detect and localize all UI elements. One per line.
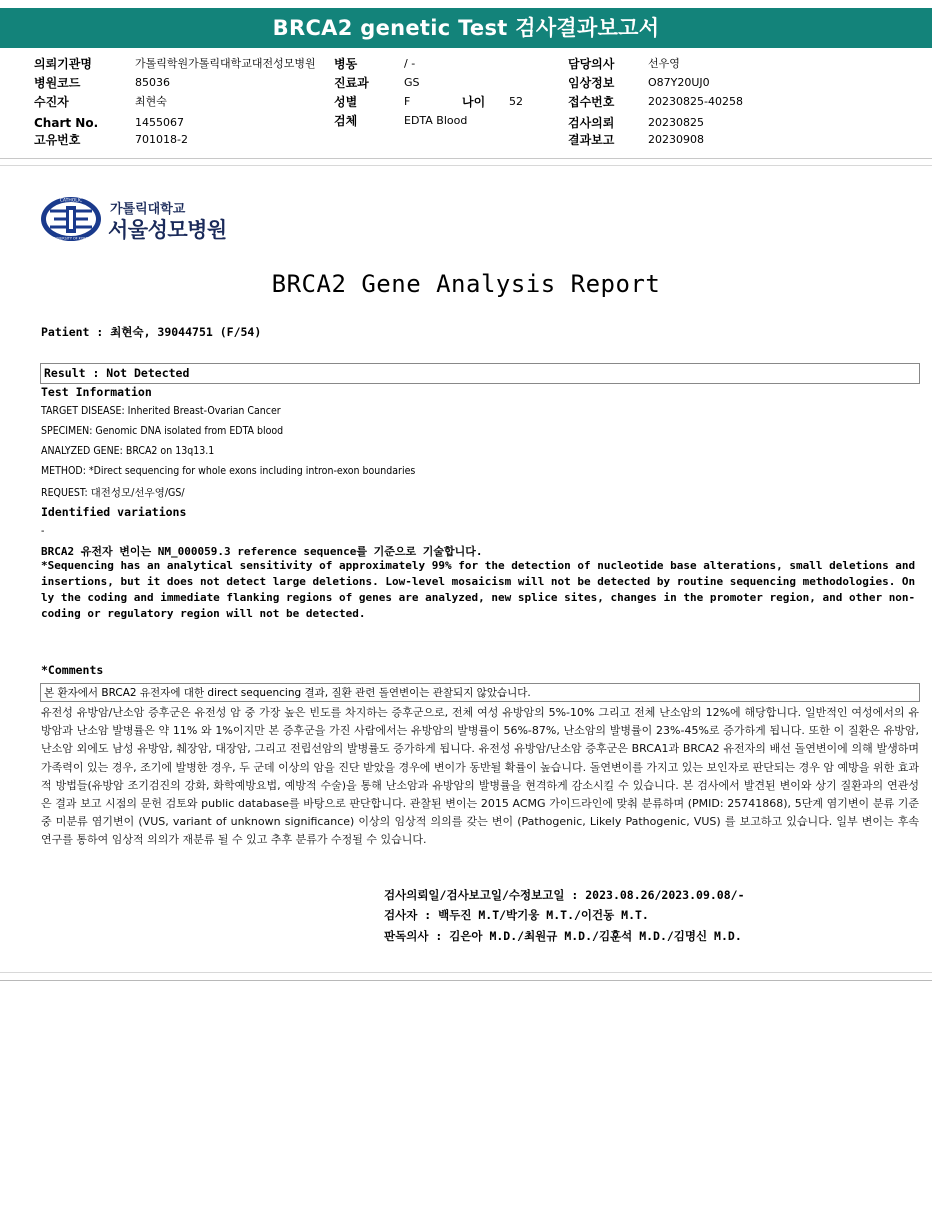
doctor-value: 선우영 — [648, 57, 680, 70]
report-date-label: 결과보고 — [568, 133, 615, 147]
doctor-label: 담당의사 — [568, 57, 615, 71]
dates-line: 검사의뢰일/검사보고일/수정보고일 : 2023.08.26/2023.09.08/- — [384, 888, 745, 902]
variations-value: - — [41, 525, 45, 537]
patient-label: 수진자 — [34, 95, 69, 109]
request-date-label: 검사의뢰 — [568, 116, 615, 130]
hospital-logo — [40, 196, 102, 246]
chart-value: 1455067 — [135, 116, 184, 129]
department-value: GS — [404, 76, 420, 89]
sex-value: F — [404, 95, 411, 108]
variations-heading: Identified variations — [41, 505, 187, 519]
footer-divider — [0, 972, 932, 973]
reception-value: 20230825-40258 — [648, 95, 743, 108]
testers-line: 검사자 : 백두진 M.T/박기웅 M.T./이건동 M.T. — [384, 908, 649, 922]
logo-university-name: 가톨릭대학교 — [110, 202, 186, 217]
comment-box-text: 본 환자에서 BRCA2 유전자에 대한 direct sequencing 결과, 질환 관련 돌연변이는 관찰되지 않았습니다. — [44, 687, 531, 699]
hospital-code-label: 병원코드 — [34, 76, 81, 90]
comments-heading: *Comments — [41, 663, 104, 677]
request-date-value: 20230825 — [648, 116, 704, 129]
ward-label: 병동 — [334, 57, 358, 71]
patient-value: 최현숙 — [135, 95, 167, 108]
institution-value: 가톨릭학원가톨릭대학교대전성모병원 — [135, 57, 316, 70]
logo-ring-bottom-text: UNIVERSITY OF KOREA — [51, 236, 91, 241]
reception-label: 접수번호 — [568, 95, 615, 109]
patient-line: Patient : 최현숙, 39044751 (F/54) — [41, 325, 262, 339]
specimen-value: EDTA Blood — [404, 114, 468, 127]
unique-value: 701018-2 — [135, 133, 188, 146]
age-value: 52 — [509, 95, 523, 108]
clinical-info-label: 임상정보 — [568, 76, 615, 90]
institution-label: 의뢰기관명 — [34, 57, 92, 71]
hospital-emblem-icon — [40, 196, 102, 242]
target-disease: TARGET DISEASE: Inherited Breast-Ovarian Cancer — [41, 405, 281, 417]
footer-divider-2 — [0, 980, 932, 981]
test-info-heading: Test Information — [41, 385, 152, 399]
header-divider-2 — [0, 165, 932, 166]
result-text: Result : Not Detected — [44, 366, 190, 380]
sex-label: 성별 — [334, 95, 358, 109]
clinical-info-value: O87Y20UJ0 — [648, 76, 710, 89]
result-box — [40, 363, 920, 384]
request-info: REQUEST: 대전성모/선우영/GS/ — [41, 487, 185, 499]
readers-line: 판독의사 : 김은아 M.D./최원규 M.D./김훈석 M.D./김명신 M.D. — [384, 929, 742, 943]
report-title: BRCA2 Gene Analysis Report — [271, 270, 661, 298]
specimen-label: 검체 — [334, 114, 358, 128]
sensitivity-note: *Sequencing has an analytical sensitivity of approximately 99% for the detection of nucleotide base alterations, small deletions and insertions, but it does not detect large deletions. Low-level mosaicism will not be detected by routine sequencing methodologies. Only the coding and immediate flanking regions of genes are analyzed, new splice sites, changes in the promoter region, and other non-coding or regulatory region will not be detected. — [41, 559, 916, 620]
report-title-bar: BRCA2 genetic Test 검사결과보고서 — [0, 8, 932, 48]
analyzed-gene: ANALYZED GENE: BRCA2 on 13q13.1 — [41, 445, 215, 457]
header-divider — [0, 158, 932, 159]
ward-value: / - — [404, 57, 416, 70]
department-label: 진료과 — [334, 76, 369, 90]
logo-hospital-name: 서울성모병원 — [108, 218, 227, 242]
hospital-code-value: 85036 — [135, 76, 170, 89]
age-label: 나이 — [462, 95, 486, 109]
unique-label: 고유번호 — [34, 133, 81, 147]
method-info: METHOD: *Direct sequencing for whole exons including intron-exon boundaries — [41, 465, 416, 477]
report-date-value: 20230908 — [648, 133, 704, 146]
specimen-info: SPECIMEN: Genomic DNA isolated from EDTA blood — [41, 425, 284, 437]
chart-label: Chart No. — [34, 116, 99, 130]
comment-body: 유전성 유방암/난소암 증후군은 유전성 암 중 가장 높은 빈도를 차지하는 증후군으로, 전체 여성 유방암의 5%-10% 그리고 전체 난소암의 12%에 해당합니다. 일반적인 여성에서의 유방암과 난소암 발병률은 약 11% 와 1%이지만 본 증후군을 가진 사람에서는 유방암의 발병률이 56%-87%, 난소암의 발병률이 23%-45%로 증가하게 됩니다. 또한 이 질환은 유방암, 난소암 외에도 남성 유방암, 췌장암, 대장암, 그리고 전립선암의 발병률도 증가하게 됩니다. 유전성 유방암/난소암 증후군은 BRCA1과 BRCA2 유전자의 배선 돌연변이에 의해 발생하며 가족력이 있는 경우, 조기에 발병한 경우, 두 군데 이상의 암을 진단 받았을 경우에 변이가 동반될 확률이 높습니다. 돌연변이를 가지고 있는 보인자로 판단되는 경우 암 예방을 위한 효과적 방법들(유방암 조기검진의 강화, 화학예방요법, 예방적 수술)을 통해 난소암과 유방암의 발병률을 현격하게 감소시킬 수 있습니다. 본 검사에서 발견된 변이와 상기 질환과의 연관성은 결과 보고 시점의 문헌 검토와 public database를 바탕으로 판단합니다. 관찰된 변이는 2015 ACMG 가이드라인에 맞춰 분류하며 (PMID: 25741868), 5단계 염기변이 분류 기준 중 미분류 염기변이 (VUS, variant of unknown significance) 이상의 임상적 의의를 갖는 변이 (Pathogenic, Likely Pathogenic, VUS) 를 보고하고 있습니다. 일부 변이는 후속 연구를 통하여 임상적 의의가 재분류 될 수 있고 추후 분류가 수정될 수 있습니다. — [41, 706, 919, 847]
comment-box — [40, 683, 920, 702]
logo-ring-top-text: CATHOLIC — [59, 198, 83, 204]
reference-note: BRCA2 유전자 변이는 NM_000059.3 reference sequence를 기준으로 기술합니다. — [41, 545, 483, 558]
